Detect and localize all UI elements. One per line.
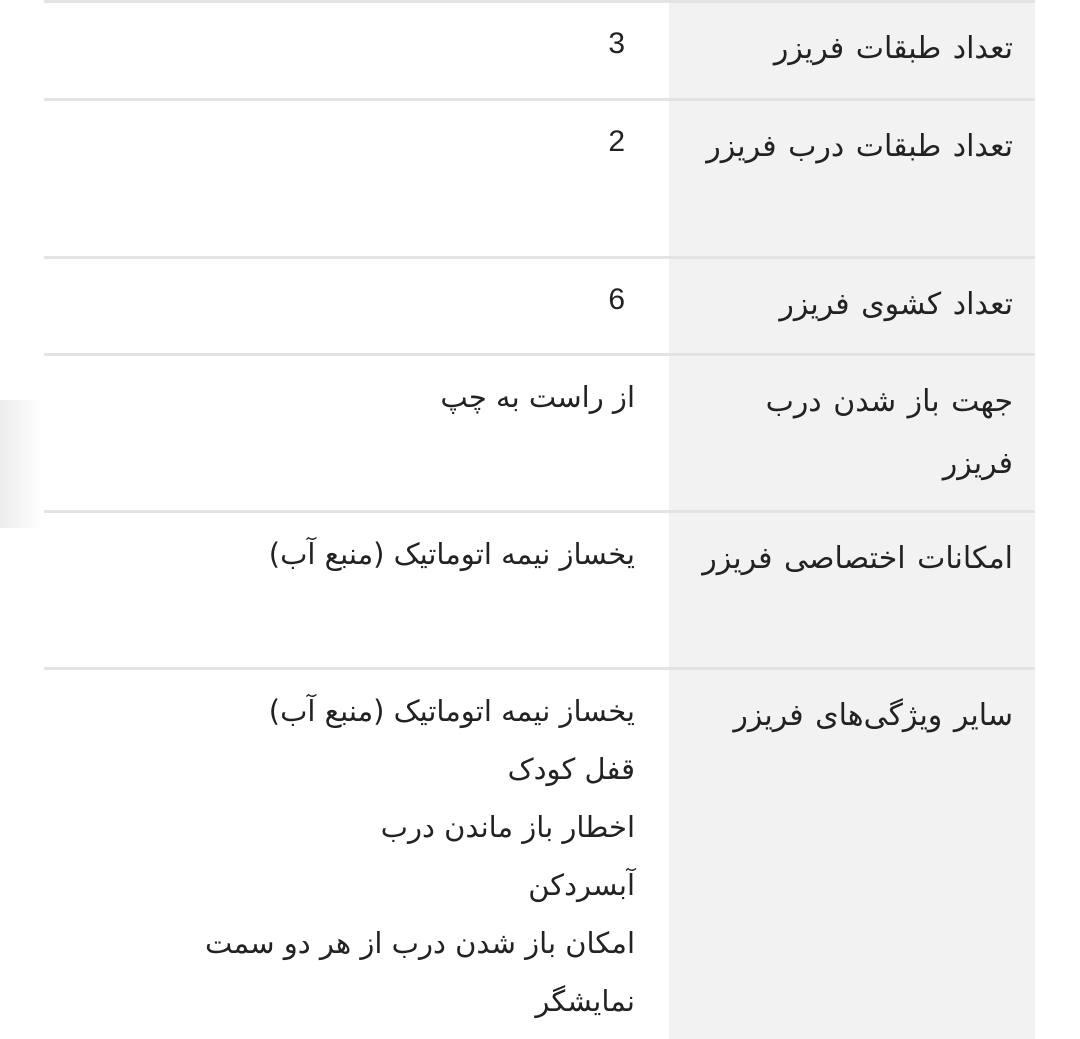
spec-value	[44, 101, 669, 256]
spec-value-line: آبسردکن	[528, 868, 635, 902]
spec-label: تعداد طبقات درب فریزر	[669, 101, 1035, 256]
spec-value	[44, 259, 669, 353]
spec-value-line: 6	[608, 283, 625, 316]
spec-value-line: از راست به چپ	[440, 380, 635, 414]
spec-value-line: اخطار باز ماندن درب	[380, 810, 635, 844]
spec-value	[44, 670, 669, 1039]
spec-value-line: نمایشگر	[535, 984, 635, 1018]
spec-value-line: امکان باز شدن درب از هر دو سمت	[204, 926, 635, 960]
table-row	[44, 670, 1035, 1039]
edge-shadow	[0, 400, 42, 528]
spec-value	[44, 513, 669, 667]
spec-label: سایر ویژگی‌های فریزر	[669, 670, 1035, 1039]
spec-label: امکانات اختصاصی فریزر	[669, 513, 1035, 667]
table-row	[44, 101, 1035, 259]
spec-value	[44, 356, 669, 510]
spec-value	[44, 3, 669, 98]
table-row	[44, 3, 1035, 101]
spec-label: تعداد کشوی فریزر	[669, 259, 1035, 353]
table-row	[44, 259, 1035, 356]
spec-value-line: یخساز نیمه اتوماتیک (منبع آب)	[268, 537, 635, 571]
table-row	[44, 356, 1035, 513]
spec-value-line: 2	[608, 125, 625, 158]
table-row	[44, 513, 1035, 670]
spec-value-line: یخساز نیمه اتوماتیک (منبع آب)	[268, 694, 635, 728]
spec-label: تعداد طبقات فریزر	[669, 3, 1035, 98]
spec-value-line: 3	[608, 27, 625, 60]
specs-table	[44, 0, 1035, 1039]
spec-label: جهت باز شدن درب فریزر	[669, 356, 1035, 510]
spec-value-line: قفل کودک	[507, 752, 635, 786]
